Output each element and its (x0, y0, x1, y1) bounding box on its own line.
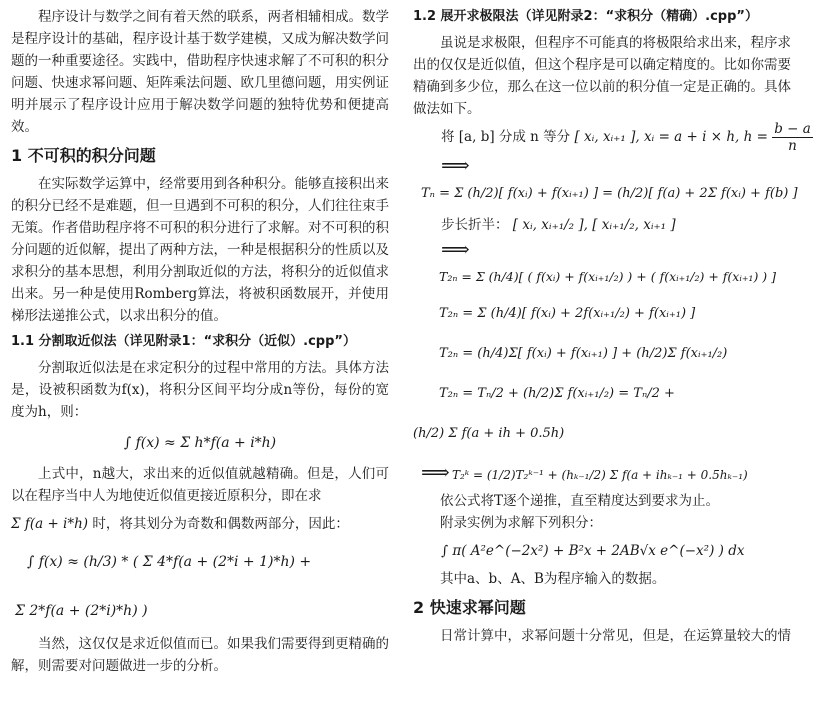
subsection-1-1-title: 1.1 分割取近似法（详见附录1：“求积分（近似）.cpp”） (11, 334, 356, 349)
equation-t2n-2: T₂ₙ = Σ (h/4)[ f(xᵢ) + 2f(xᵢ₊₁/₂) + f(xᵢ₊₁) ] (439, 306, 696, 321)
implies-arrow-3: ⟹ (421, 460, 448, 484)
halfstep-line (413, 212, 791, 238)
left-column (11, 6, 389, 677)
subsection-1-2-paragraph: 虽说是求极限，但程序不可能真的将极限给求出来，程序求出的仅仅是近似值，但这个程序是可以确定精度的。比如你需要精确到多少位，那么在这一位以前的积分值一定是正确的。具体做法如下。 (413, 35, 791, 117)
subsection-1-2-title: 1.2 展开求极限法（详见附录2：“求积分（精确）.cpp”） (413, 9, 758, 24)
inline-sum-expression: Σ f(a + i*h) (11, 516, 89, 532)
halfstep-label: 步长折半： (441, 217, 509, 233)
section-1-paragraph: 在实际数学运算中，经常要用到各种积分。能够直接积出来的积分已经不是难题，但一旦遇到不可积的积分，人们往往束手无策。作者借助程序将不可积的积分进行了求解。对不可积的积分问题的近似解，提出了两种方法，一种是根据积分的性质以及求积分的基本思想，利用分割取近似的方法，将积分的近似值求出来。另一种是使用Romberg算法，将被积函数展开，并使用梯形法递推公式，以求出积分的值。 (11, 176, 389, 324)
paragraph-iteration: 依公式将T逐个递推，直至精度达到要求为止。 (440, 493, 720, 509)
equation-t2n-4: T₂ₙ = Tₙ/2 + (h/2)Σ f(xᵢ₊₁/₂) = Tₙ/2 + (439, 386, 675, 401)
split-interval: [ xᵢ, xᵢ₊₁ ], xᵢ = a + i × h, h = (574, 129, 768, 145)
equation-t2n-5: (h/2) Σ f(a + ih + 0.5h) (413, 426, 565, 441)
fraction-denominator: n (788, 138, 797, 154)
equation-simpson-part2: Σ 2*f(a + (2*i)*h) ) (15, 603, 148, 619)
step-fraction (772, 121, 813, 154)
implies-arrow-2: ⟹ (441, 237, 468, 261)
equation-riemann-sum: ∫ f(x) ≈ Σ h*f(a + i*h) (123, 435, 277, 451)
halfstep-intervals: [ xᵢ, xᵢ₊₁/₂ ], [ xᵢ₊₁/₂, xᵢ₊₁ ] (512, 217, 676, 233)
equation-t2n-3: T₂ₙ = (h/4)Σ[ f(xᵢ) + f(xᵢ₊₁) ] + (h/2)Σ f(xᵢ₊₁/₂) (439, 346, 728, 361)
implies-arrow-1: ⟹ (441, 153, 468, 177)
intro-paragraph: 程序设计与数学之间有着天然的联系，两者相辅相成。数学是程序设计的基础，程序设计基于数学建模，又成为解决数学问题的一种重要途径。实践中，借助程序快速求解了不可积的积分问题、快速求幂问题、矩阵乘法问题、欧几里德问题，用实例证明并展示了程序设计应用于解决数学问题的独特优势和便捷高效。 (11, 9, 389, 135)
section-1-title: 1 不可积的积分问题 (11, 146, 156, 165)
equation-trapezoid-tn: Tₙ = Σ (h/2)[ f(xᵢ) + f(xᵢ₊₁) ] = (h/2)[ f(a) + 2Σ f(xᵢ) + f(b) ] (421, 186, 798, 201)
paragraph-2a: 上式中，n越大，求出来的近似值就越精确。但是，人们可以在程序当中人为地使近似值更接近原积分，即在求 (11, 466, 389, 504)
equation-simpson-part1: ∫ f(x) ≈ (h/3) * ( Σ 4*f(a + (2*i + 1)*h) + (27, 554, 312, 570)
fraction-numerator: b − a (774, 121, 811, 137)
split-text: 将 [a, b] 分成 n 等分 (441, 129, 571, 145)
equation-t2n-1: T₂ₙ = Σ (h/4)[ ( f(xᵢ) + f(xᵢ₊₁/₂) ) + ( f(xᵢ₊₁/₂) + f(xᵢ₊₁) ) ] (439, 269, 777, 284)
recursion-line (413, 454, 791, 490)
equation-t2k: T₂ᵏ = (1/2)T₂ᵏ⁻¹ + (hₖ₋₁/2) Σ f(a + ihₖ₋₁ + 0.5hₖ₋₁) (451, 468, 748, 482)
paragraph-inputs: 其中a、b、A、B为程序输入的数据。 (440, 571, 666, 587)
right-column (413, 6, 811, 647)
split-interval-line (413, 120, 811, 154)
section-2-title: 2 快速求幂问题 (413, 598, 526, 617)
paragraph-2b: 时，将其划分为奇数和偶数两部分，因此： (92, 516, 349, 532)
subsection-1-1-paragraph: 分割取近似法是在求定积分的过程中常用的方法。具体方法是，设被积函数为f(x)，将积分区间平均分成n等份，每份的宽度为h，则： (11, 360, 389, 420)
paragraph-appendix: 附录实例为求解下列积分： (440, 515, 602, 531)
section-2-paragraph: 日常计算中，求幂问题十分常见，但是，在运算量较大的情 (440, 628, 791, 644)
equation-example-integral: ∫ π( A²e^(−2x²) + B²x + 2AB√x e^(−x²) ) dx (441, 543, 745, 559)
paragraph-3: 当然，这仅仅是求近似值而已。如果我们需要得到更精确的解，则需要对问题做进一步的分析。 (11, 636, 389, 674)
paragraph-2b-line (11, 513, 389, 535)
